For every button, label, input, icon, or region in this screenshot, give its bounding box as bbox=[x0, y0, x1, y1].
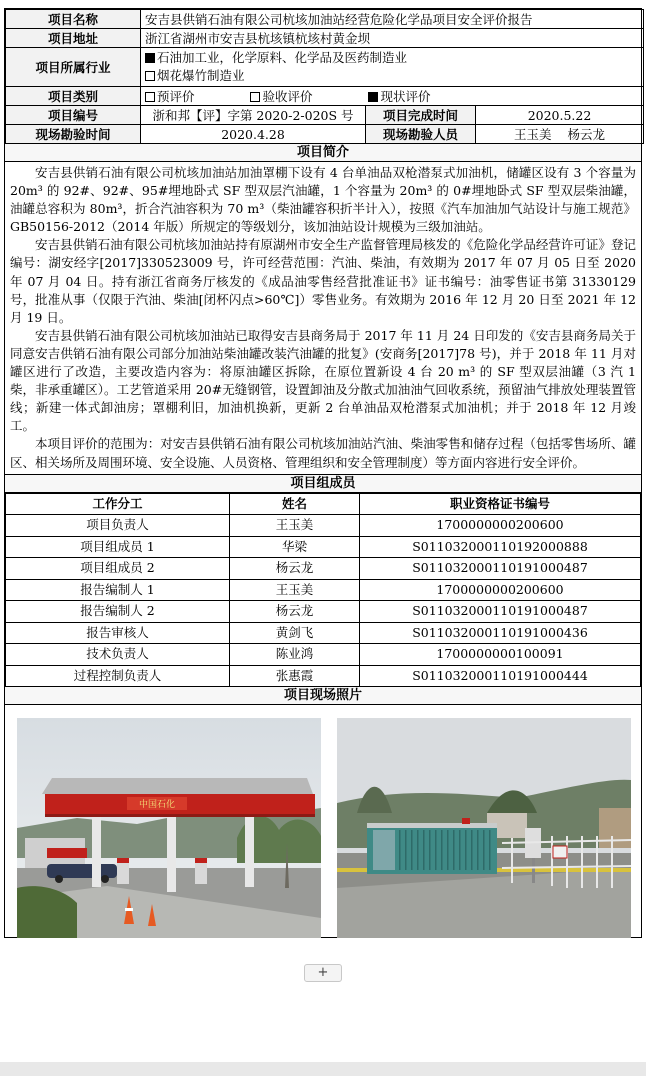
member-cert: S011032000110191000487 bbox=[360, 558, 641, 580]
type-option-pre: 预评价 bbox=[157, 88, 195, 104]
table-row bbox=[6, 536, 641, 558]
survey-staff-label: 现场勘验人员 bbox=[366, 125, 476, 144]
member-name: 王玉美 bbox=[230, 515, 360, 537]
table-row bbox=[6, 601, 641, 623]
project-address-label: 项目地址 bbox=[6, 29, 141, 48]
member-name: 王玉美 bbox=[230, 579, 360, 601]
photos-section-title: 项目现场照片 bbox=[5, 687, 641, 705]
evaluation-sheet bbox=[4, 8, 642, 938]
checked-box-icon[interactable] bbox=[368, 92, 378, 102]
member-cert: S011032000110191000436 bbox=[360, 622, 641, 644]
intro-section-title: 项目简介 bbox=[5, 144, 641, 162]
completion-time-label: 项目完成时间 bbox=[366, 106, 476, 125]
industry-option-petrochem: 石油加工业，化学原料、化学品及医药制造业 bbox=[157, 50, 408, 65]
member-role: 过程控制负责人 bbox=[6, 665, 230, 687]
intro-paragraph: 本项目评价的范围为：对安吉县供销石油有限公司杭垓加油站汽油、柴油零售和储存过程（包括零售场所、罐区、相关场所及周围环境、安全设施、人员资格、管理组织和安全管理制度）等方面内容进行安全评价。 bbox=[10, 436, 636, 470]
survey-staff-value: 王玉美 杨云龙 bbox=[476, 125, 644, 144]
canopy-sign-text: 中国石化 bbox=[138, 800, 176, 811]
column-header-name: 姓名 bbox=[230, 493, 360, 515]
bottom-scrollbar[interactable] bbox=[0, 1062, 646, 1076]
project-name-value: 安吉县供销石油有限公司杭垓加油站经营危险化学品项目安全评价报告 bbox=[141, 10, 644, 29]
unchecked-box-icon[interactable] bbox=[250, 92, 260, 102]
table-row bbox=[6, 558, 641, 580]
member-cert: 1700000000100091 bbox=[360, 644, 641, 666]
table-row bbox=[6, 579, 641, 601]
member-name: 杨云龙 bbox=[230, 601, 360, 623]
project-type-value bbox=[141, 87, 644, 106]
project-code-label: 项目编号 bbox=[6, 106, 141, 125]
member-name: 陈业鸿 bbox=[230, 644, 360, 666]
member-role: 报告编制人 1 bbox=[6, 579, 230, 601]
unchecked-box-icon[interactable] bbox=[145, 71, 155, 81]
project-intro bbox=[5, 162, 641, 474]
members-table bbox=[5, 493, 641, 688]
industry-option-fireworks: 烟花爆竹制造业 bbox=[157, 68, 245, 83]
table-row bbox=[6, 644, 641, 666]
project-type-label: 项目类别 bbox=[6, 87, 141, 106]
member-role: 项目负责人 bbox=[6, 515, 230, 537]
photo-unloading-room bbox=[337, 718, 631, 938]
member-cert: S011032000110192000888 bbox=[360, 536, 641, 558]
member-role: 报告审核人 bbox=[6, 622, 230, 644]
member-name: 张惠霞 bbox=[230, 665, 360, 687]
photo-fuel-canopy bbox=[17, 718, 321, 938]
member-cert: S011032000110191000487 bbox=[360, 601, 641, 623]
intro-paragraph: 安吉县供销石油有限公司杭垓加油站持有原湖州市安全生产监督管理局核发的《危险化学品经营许可证》登记编号：湖安经字[2017]330523009 号，许可经营范围：汽油、柴油，有效期为 2017 年 07 月 05 日至 2020 年 07 月 04 日。持有浙江省商务厅核发的《成品油零售经营批准证书》证书编号：油零售证书第 31330129 号，批准从事（仅限于汽油、柴油[闭杯闪点>60℃]）零售业务。有效期为 2016 年 12 月 20 日至 2021 年 12 月 19 日。 bbox=[10, 237, 636, 325]
table-row bbox=[6, 665, 641, 687]
project-industry-label: 项目所属行业 bbox=[6, 48, 141, 87]
project-industry-value bbox=[141, 48, 644, 87]
members-section-title: 项目组成员 bbox=[5, 474, 641, 493]
project-code-value: 浙和邦【评】字第 2020-2-020S 号 bbox=[141, 106, 366, 125]
member-cert: 1700000000200600 bbox=[360, 579, 641, 601]
member-name: 杨云龙 bbox=[230, 558, 360, 580]
member-role: 项目组成员 1 bbox=[6, 536, 230, 558]
add-button[interactable]: + bbox=[304, 964, 342, 982]
unchecked-box-icon[interactable] bbox=[145, 92, 155, 102]
completion-time-value: 2020.5.22 bbox=[476, 106, 644, 125]
type-option-acceptance: 验收评价 bbox=[262, 88, 313, 104]
checked-box-icon[interactable] bbox=[145, 53, 155, 63]
member-cert: S011032000110191000444 bbox=[360, 665, 641, 687]
member-role: 报告编制人 2 bbox=[6, 601, 230, 623]
site-photos bbox=[5, 705, 641, 937]
intro-paragraph: 安吉县供销石油有限公司杭垓加油站已取得安吉县商务局于 2017 年 11 月 24 日印发的《安吉县商务局关于同意安吉供销石油有限公司部分加油站柴油罐改装汽油罐的批复》(安商务[2017]78 号)，并于 2018 年 11 月对罐区进行了改造，主要改造内容为：将原油罐区拆除，在原位置新设 4 台 20 m³ 的 SF 型双层油罐（3 汽 1 柴，非承重罐区）。工艺管道采用 20#无缝钢管，设置卸油及分散式加油油气回收系统，预留油气排放处理装置管线；新建一体式卸油房；罩棚利旧，加油机换新，更新 2 台单油品双枪潜泵式加油机；并于 2018 年 12 月竣工。 bbox=[10, 327, 636, 434]
type-option-current: 现状评价 bbox=[380, 88, 431, 104]
intro-paragraph: 安吉县供销石油有限公司杭垓加油站加油罩棚下设有 4 台单油品双枪潜泵式加油机，储罐区设有 3 个容量为 20m³ 的 92#、92#、95#埋地卧式 SF 型双层汽油罐，1 个容量为 20m³ 的 0#埋地卧式 SF 型双层柴油罐，油罐总容积为 80m³，折合汽油容积为 70 m³（柴油罐容积折半计入），按照《汽车加油加气站设计与施工规范》GB50156-2012（2014 年版）所规定的等级划分，该加油站设计规模为三级加油站。 bbox=[10, 165, 636, 235]
members-header-row bbox=[6, 493, 641, 515]
column-header-cert: 职业资格证书编号 bbox=[360, 493, 641, 515]
member-name: 黄剑飞 bbox=[230, 622, 360, 644]
survey-time-label: 现场勘验时间 bbox=[6, 125, 141, 144]
project-address-value: 浙江省湖州市安吉县杭垓镇杭垓村黄金坝 bbox=[141, 29, 644, 48]
member-cert: 1700000000200600 bbox=[360, 515, 641, 537]
member-role: 技术负责人 bbox=[6, 644, 230, 666]
member-role: 项目组成员 2 bbox=[6, 558, 230, 580]
table-row bbox=[6, 622, 641, 644]
project-info-table bbox=[5, 9, 644, 144]
survey-time-value: 2020.4.28 bbox=[141, 125, 366, 144]
project-name-label: 项目名称 bbox=[6, 10, 141, 29]
column-header-role: 工作分工 bbox=[6, 493, 230, 515]
member-name: 华梁 bbox=[230, 536, 360, 558]
table-row bbox=[6, 515, 641, 537]
